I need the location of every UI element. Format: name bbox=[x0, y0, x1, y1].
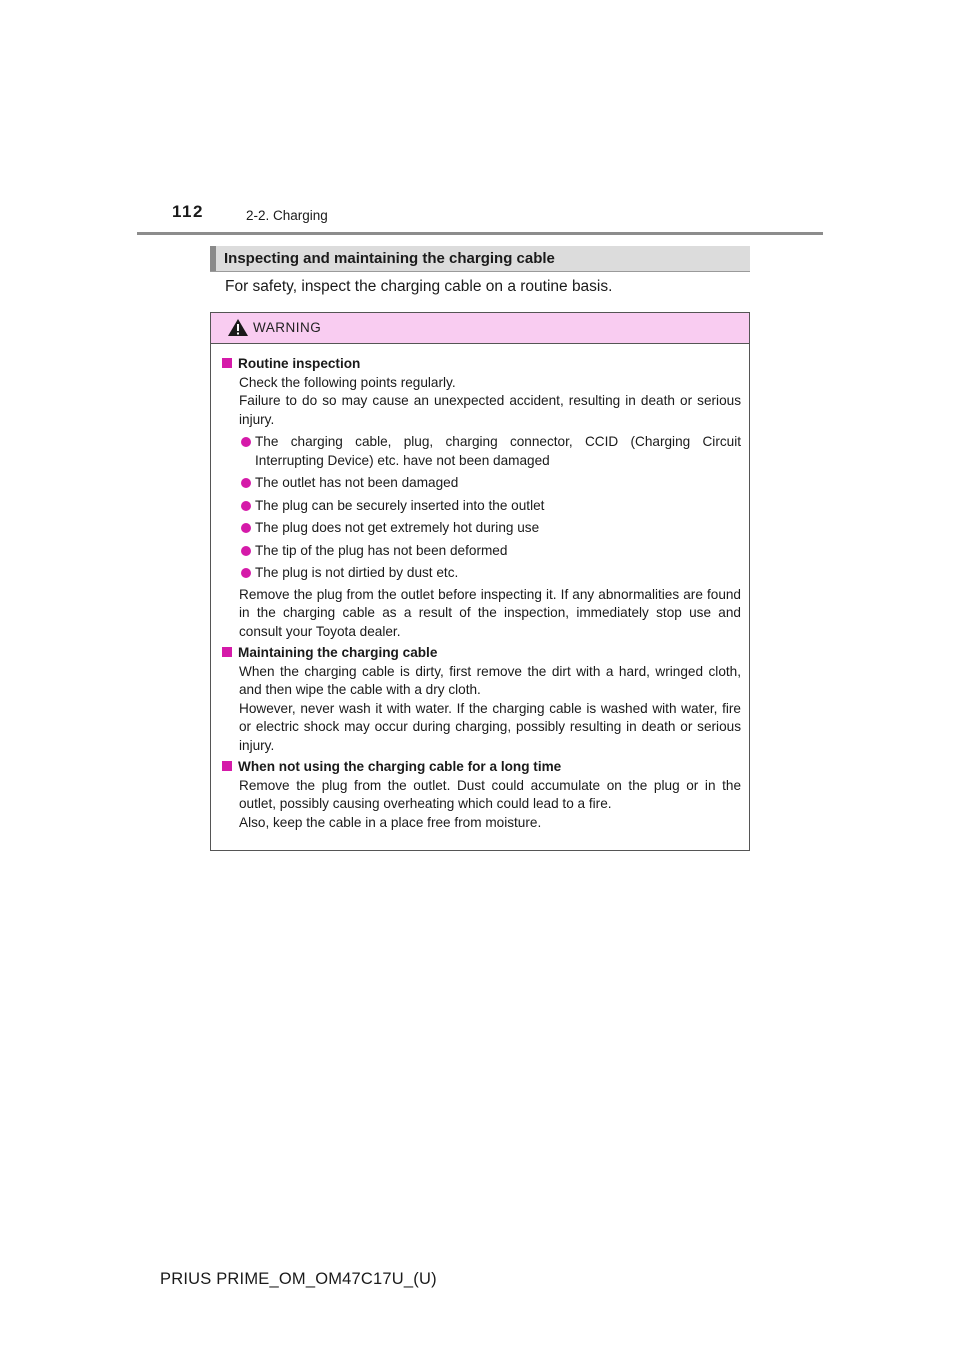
item-text: Also, keep the cable in a place free from moisture. bbox=[239, 814, 542, 830]
bullet-text: The plug is not dirtied by dust etc. bbox=[255, 565, 459, 580]
chapter-title: 2-2. Charging bbox=[246, 208, 328, 223]
item-text: Check the following points regularly. bbox=[239, 374, 456, 390]
item-text: Remove the plug from the outlet. Dust could accumulate on the plug or in the outlet, possibly causing overheating which could lead to a fire. bbox=[239, 777, 741, 811]
square-bullet-icon bbox=[222, 761, 232, 771]
header-divider bbox=[137, 232, 823, 235]
warning-triangle-icon bbox=[227, 318, 249, 337]
bullet-item bbox=[221, 564, 741, 583]
item-title bbox=[221, 758, 741, 777]
warning-body bbox=[211, 344, 749, 832]
bullet-item bbox=[221, 474, 741, 493]
circle-bullet-icon bbox=[241, 546, 251, 556]
bullet-text: The charging cable, plug, charging connector, CCID (Charging Circuit Interrupting Device) etc. have not been damaged bbox=[255, 434, 741, 468]
page-number: 112 bbox=[172, 202, 204, 221]
bullet-item bbox=[221, 519, 741, 538]
bullet-text: The plug can be securely inserted into the outlet bbox=[255, 497, 545, 513]
intro-paragraph: For safety, inspect the charging cable on a routine basis. bbox=[225, 278, 613, 295]
warning-label: WARNING bbox=[253, 320, 322, 335]
circle-bullet-icon bbox=[241, 501, 251, 511]
warning-box bbox=[210, 312, 750, 851]
bullet-item bbox=[221, 433, 741, 470]
square-bullet-icon bbox=[222, 358, 232, 368]
heading-accent-bar bbox=[210, 246, 216, 271]
bullet-text: The outlet has not been damaged bbox=[255, 475, 459, 490]
bullet-text: The tip of the plug has not been deformed bbox=[255, 542, 508, 558]
circle-bullet-icon bbox=[241, 568, 251, 578]
item-text: Failure to do so may cause an unexpected accident, resulting in death or serious injury. bbox=[239, 393, 741, 427]
bullet-item bbox=[221, 497, 741, 516]
item-title-text: Routine inspection bbox=[238, 356, 361, 371]
circle-bullet-icon bbox=[241, 523, 251, 533]
circle-bullet-icon bbox=[241, 437, 251, 447]
item-title bbox=[221, 644, 741, 663]
item-text: Remove the plug from the outlet before inspecting it. If any abnormalities are found in the charging cable as a result of the inspection, immediately stop use and consult your Toyota dealer. bbox=[239, 586, 741, 639]
item-text: When the charging cable is dirty, first remove the dirt with a hard, wringed cloth, and then wipe the cable with a dry cloth. bbox=[239, 663, 741, 697]
bullet-text: The plug does not get extremely hot during use bbox=[255, 520, 540, 535]
bullet-item bbox=[221, 542, 741, 561]
square-bullet-icon bbox=[222, 647, 232, 657]
warning-header bbox=[211, 313, 749, 344]
item-title bbox=[221, 355, 741, 374]
section-heading bbox=[210, 246, 750, 272]
item-text: However, never wash it with water. If the charging cable is washed with water, fire or electric shock may occur during charging, possibly resulting in death or serious injury. bbox=[239, 700, 741, 753]
section-heading-text: Inspecting and maintaining the charging cable bbox=[224, 250, 555, 267]
item-title-text: Maintaining the charging cable bbox=[238, 645, 438, 660]
circle-bullet-icon bbox=[241, 478, 251, 488]
document-id: PRIUS PRIME_OM_OM47C17U_(U) bbox=[160, 1270, 437, 1288]
item-title-text: When not using the charging cable for a long time bbox=[238, 759, 562, 774]
